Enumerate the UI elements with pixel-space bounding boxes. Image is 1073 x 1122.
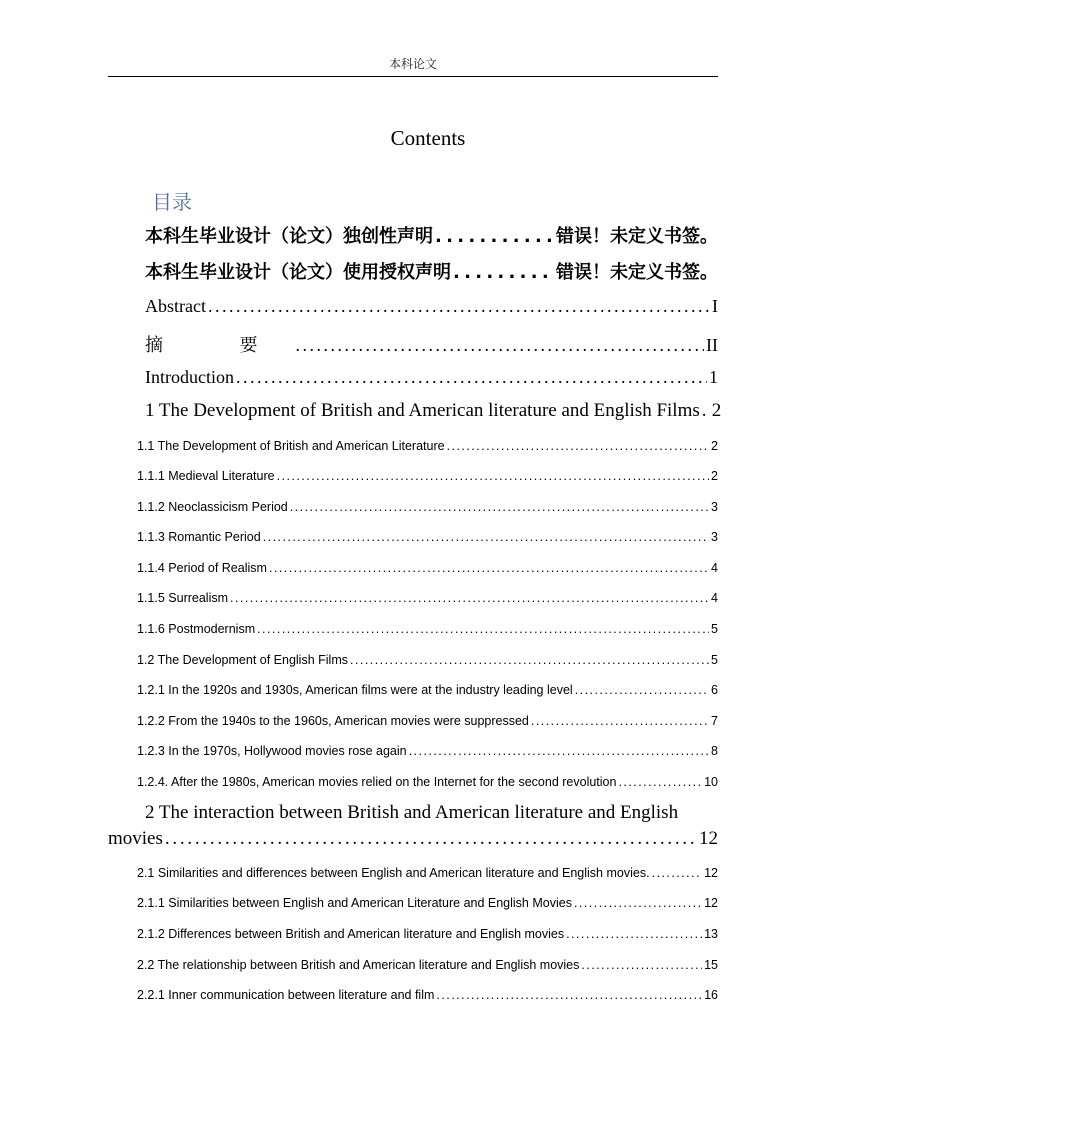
toc-leader <box>618 775 702 789</box>
toc-leader <box>581 958 702 972</box>
toc-entry[interactable] <box>108 828 718 850</box>
toc-entry-label: 1.1.3 Romantic Period <box>137 530 261 544</box>
toc-entry-page: I <box>712 296 718 316</box>
toc-entry-page: 错误！未定义书签。 <box>556 226 718 247</box>
toc-entry-label: 1.2.4. After the 1980s, American movies relied on the Internet for the second revolution <box>137 775 617 789</box>
toc-entry[interactable] <box>137 500 718 514</box>
toc-entry[interactable] <box>137 653 718 667</box>
toc-entry[interactable] <box>137 988 718 1002</box>
toc-entry-label: 1.2.3 In the 1970s, Hollywood movies rose again <box>137 744 407 758</box>
toc-entry-page: 13 <box>704 927 718 941</box>
toc-leader <box>435 226 554 247</box>
toc-entry-label: 2.1.2 Differences between British and American literature and English movies <box>137 927 565 941</box>
toc-leader <box>350 653 709 667</box>
toc-leader <box>277 469 709 483</box>
toc-entry[interactable] <box>137 622 718 636</box>
toc-leader <box>575 683 709 697</box>
toc-entry-page: 2 <box>711 469 718 483</box>
toc-entry[interactable] <box>137 561 718 575</box>
toc-entry-page: 7 <box>711 714 718 728</box>
toc-leader <box>236 367 707 388</box>
toc-entry[interactable] <box>137 530 718 544</box>
toc-entry-page: 16 <box>704 988 718 1002</box>
toc-entry-page: 3 <box>711 500 718 514</box>
toc-entry-label: 1.1 The Development of British and American Literature <box>137 439 445 453</box>
toc-leader <box>702 400 710 422</box>
toc-entry-label: Abstract <box>145 296 206 316</box>
toc-entry-label: 2.1.1 Similarities between English and American Literature and English Movies <box>137 896 572 910</box>
toc-entry[interactable] <box>145 296 718 317</box>
toc-entry-label: 1.1.1 Medieval Literature <box>137 469 275 483</box>
toc-entry-page: 4 <box>711 561 718 575</box>
toc-entry-page: 3 <box>711 530 718 544</box>
toc-entry-label: 1 The Development of British and American literature and English Films <box>145 400 700 421</box>
toc-entry-label: 2.1 Similarities and differences between English and American literature and English movies. <box>137 866 650 880</box>
toc-entry-label: 1.1.4 Period of Realism <box>137 561 267 575</box>
toc-entry-page: 5 <box>711 653 718 667</box>
toc-entry-page: 2 <box>711 400 722 421</box>
toc-heading: 目录 <box>152 190 192 214</box>
toc-leader <box>409 744 709 758</box>
toc-entry-page: II <box>706 335 718 355</box>
toc-entry[interactable] <box>137 591 718 605</box>
toc-entry-page: 10 <box>704 775 718 789</box>
header-text: 本科论文 <box>388 57 437 71</box>
toc-entry[interactable] <box>137 775 718 789</box>
toc-entry-page: 错误！未定义书签。 <box>556 262 718 283</box>
toc-leader <box>165 828 697 850</box>
toc-entry[interactable] <box>137 683 718 697</box>
toc-entry-label: 本科生毕业设计（论文）独创性声明 <box>145 226 433 247</box>
toc-entry[interactable] <box>137 866 718 880</box>
toc-entry-label[interactable]: 2 The interaction between British and American literature and English <box>145 802 679 823</box>
page-header <box>108 56 718 77</box>
toc-entry-label: 本科生毕业设计（论文）使用授权声明 <box>145 262 451 283</box>
toc-entry[interactable] <box>145 400 722 422</box>
toc-entry-page: 6 <box>711 683 718 697</box>
toc-entry-label: Introduction <box>145 367 234 387</box>
toc-entry-page: 4 <box>711 591 718 605</box>
toc-entry-label: 1.2 The Development of English Films <box>137 653 348 667</box>
toc-leader <box>531 714 709 728</box>
toc-leader <box>257 622 709 636</box>
toc-leader <box>208 296 710 317</box>
toc-entry-label: movies <box>108 828 163 849</box>
toc-entry-page: 15 <box>704 958 718 972</box>
toc-entry-page: 2 <box>711 439 718 453</box>
page-title: Contents <box>390 126 466 150</box>
toc-entry-label: 2.2 The relationship between British and American literature and English movies <box>137 958 580 972</box>
toc-entry-label: 1.1.6 Postmodernism <box>137 622 256 636</box>
toc-entry-label: 1.1.2 Neoclassicism Period <box>137 500 288 514</box>
toc-entry[interactable] <box>145 367 718 388</box>
toc-entry[interactable] <box>145 331 718 357</box>
toc-entry[interactable] <box>137 927 718 941</box>
toc-entry-page: 8 <box>711 744 718 758</box>
toc-entry-page: 1 <box>709 367 718 387</box>
toc-entry-page: 12 <box>704 866 718 880</box>
toc-entry[interactable] <box>137 714 718 728</box>
toc-entry-page: 5 <box>711 622 718 636</box>
toc-entry[interactable] <box>137 958 718 972</box>
toc-entry[interactable] <box>137 896 718 910</box>
toc-entry[interactable] <box>145 222 718 248</box>
toc-leader <box>269 561 709 575</box>
toc-entry-label: 摘 要 <box>145 335 294 355</box>
toc-leader <box>574 896 702 910</box>
toc-leader <box>296 335 705 356</box>
toc-leader <box>453 262 554 283</box>
toc-leader <box>566 927 702 941</box>
toc-entry-label: 1.1.5 Surrealism <box>137 591 229 605</box>
toc-entry[interactable] <box>145 258 718 284</box>
toc-entry-label: 1.2.2 From the 1940s to the 1960s, American movies were suppressed <box>137 714 529 728</box>
toc-leader <box>263 530 709 544</box>
toc-leader <box>290 500 709 514</box>
toc-leader <box>652 866 703 880</box>
toc-leader <box>447 439 709 453</box>
toc-entry[interactable] <box>137 469 718 483</box>
toc-entry[interactable] <box>137 744 718 758</box>
toc-entry-page: 12 <box>704 896 718 910</box>
toc-leader <box>436 988 702 1002</box>
toc-entry-page: 12 <box>699 828 718 849</box>
toc-entry-label: 1.2.1 In the 1920s and 1930s, American films were at the industry leading level <box>137 683 573 697</box>
toc-entry[interactable] <box>137 439 718 453</box>
toc-leader <box>230 591 709 605</box>
toc-entry-label: 2.2.1 Inner communication between literature and film <box>137 988 435 1002</box>
